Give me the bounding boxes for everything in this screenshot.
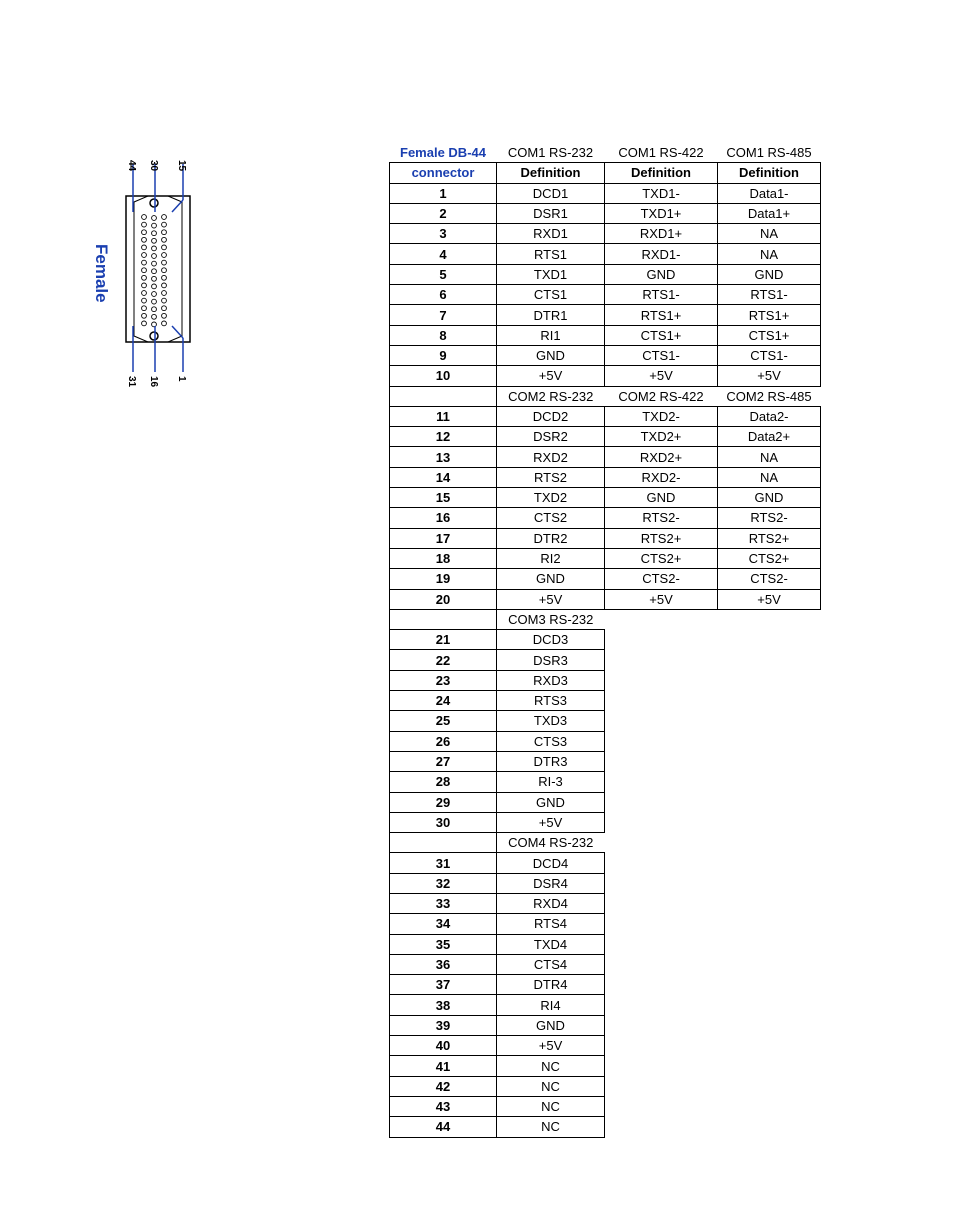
signal-definition: TXD1 <box>497 264 605 284</box>
signal-definition: RXD1 <box>497 224 605 244</box>
signal-definition: NA <box>718 224 821 244</box>
pin-label-16: 16 <box>148 376 159 388</box>
signal-definition: RTS1+ <box>718 305 821 325</box>
empty-cell <box>605 893 718 913</box>
table-row <box>390 650 821 670</box>
table-row <box>390 711 821 731</box>
table-row <box>390 1096 821 1116</box>
empty-cell <box>718 630 821 650</box>
pin-number: 23 <box>390 670 497 690</box>
empty-cell <box>605 1096 718 1116</box>
pin-number: 28 <box>390 772 497 792</box>
pin-number: 41 <box>390 1056 497 1076</box>
signal-definition: +5V <box>718 589 821 609</box>
signal-definition: DSR1 <box>497 203 605 223</box>
table-row <box>390 731 821 751</box>
pin-number: 37 <box>390 975 497 995</box>
pin-number: 40 <box>390 1036 497 1056</box>
table-row <box>390 1036 821 1056</box>
pin-number: 16 <box>390 508 497 528</box>
empty-cell <box>718 650 821 670</box>
empty-cell <box>718 853 821 873</box>
pin-number: 29 <box>390 792 497 812</box>
table-row <box>390 812 821 832</box>
connector-shell <box>126 196 190 342</box>
header-com1-rs232: COM1 RS-232 <box>507 145 594 161</box>
empty-cell <box>605 772 718 792</box>
table-row <box>390 305 821 325</box>
signal-definition: Data2+ <box>718 427 821 447</box>
table-row <box>390 751 821 771</box>
signal-definition: CTS1 <box>497 285 605 305</box>
pin-number: 26 <box>390 731 497 751</box>
table-row <box>390 447 821 467</box>
header-connector: connector <box>390 163 497 183</box>
section-label: COM2 RS-422 <box>618 388 704 404</box>
signal-definition: RTS3 <box>497 691 605 711</box>
empty-cell <box>605 853 718 873</box>
signal-definition: NC <box>497 1076 605 1096</box>
signal-definition: RXD1- <box>605 244 718 264</box>
pin-number: 5 <box>390 264 497 284</box>
signal-definition: TXD3 <box>497 711 605 731</box>
signal-definition: +5V <box>497 366 605 386</box>
signal-definition: DCD1 <box>497 183 605 203</box>
blank-cell <box>390 609 497 629</box>
table-row <box>390 366 821 386</box>
section-header-row <box>390 386 821 406</box>
empty-cell <box>718 1056 821 1076</box>
db44-female-connector-diagram <box>88 150 208 390</box>
signal-definition: DCD4 <box>497 853 605 873</box>
signal-definition: DTR3 <box>497 751 605 771</box>
section-label: COM2 RS-485 <box>726 388 812 404</box>
empty-cell <box>718 893 821 913</box>
table-row <box>390 1076 821 1096</box>
empty-cell <box>605 833 718 853</box>
pin-number: 19 <box>390 569 497 589</box>
pin-number: 31 <box>390 853 497 873</box>
table-row <box>390 772 821 792</box>
empty-cell <box>718 609 821 629</box>
pin-number: 13 <box>390 447 497 467</box>
pin-number: 20 <box>390 589 497 609</box>
signal-definition: TXD1+ <box>605 203 718 223</box>
signal-definition: RTS2 <box>497 467 605 487</box>
signal-definition: TXD1- <box>605 183 718 203</box>
signal-definition: DTR2 <box>497 528 605 548</box>
signal-definition: RXD1+ <box>605 224 718 244</box>
empty-cell <box>605 691 718 711</box>
table-row <box>390 975 821 995</box>
pin-number: 32 <box>390 873 497 893</box>
pin-label-1: 1 <box>176 376 187 382</box>
pin-number: 12 <box>390 427 497 447</box>
pin-label-30: 30 <box>148 160 159 172</box>
signal-definition: RXD3 <box>497 670 605 690</box>
signal-definition: CTS2- <box>605 569 718 589</box>
empty-cell <box>718 1096 821 1116</box>
signal-definition: GND <box>605 264 718 284</box>
header-com1-rs422: COM1 RS-422 <box>618 145 704 161</box>
empty-cell <box>605 630 718 650</box>
empty-cell <box>718 812 821 832</box>
signal-definition: CTS2 <box>497 508 605 528</box>
empty-cell <box>718 711 821 731</box>
signal-definition: RI4 <box>497 995 605 1015</box>
table-row <box>390 264 821 284</box>
signal-definition: CTS2+ <box>718 548 821 568</box>
signal-definition: +5V <box>497 589 605 609</box>
pin-number: 33 <box>390 893 497 913</box>
table-top-header-row <box>390 143 821 163</box>
empty-cell <box>605 1117 718 1137</box>
table-row <box>390 995 821 1015</box>
signal-definition: NA <box>718 467 821 487</box>
table-sub-header-row <box>390 163 821 183</box>
signal-definition: CTS3 <box>497 731 605 751</box>
table-row <box>390 934 821 954</box>
pin-label-44: 44 <box>126 160 137 172</box>
empty-cell <box>718 772 821 792</box>
signal-definition: GND <box>718 488 821 508</box>
signal-definition: GND <box>605 488 718 508</box>
table-row <box>390 589 821 609</box>
empty-cell <box>605 670 718 690</box>
empty-cell <box>605 1036 718 1056</box>
empty-cell <box>718 1015 821 1035</box>
header-definition: Definition <box>497 163 605 183</box>
signal-definition: DTR4 <box>497 975 605 995</box>
table-row <box>390 630 821 650</box>
pin-number: 15 <box>390 488 497 508</box>
header-definition: Definition <box>718 163 821 183</box>
signal-definition: Data2- <box>718 406 821 426</box>
table-row <box>390 203 821 223</box>
pin-number: 27 <box>390 751 497 771</box>
section-label: COM2 RS-232 <box>508 388 594 404</box>
signal-definition: DTR1 <box>497 305 605 325</box>
signal-definition: Data1- <box>718 183 821 203</box>
signal-definition: RI1 <box>497 325 605 345</box>
pin-number: 3 <box>390 224 497 244</box>
table-row <box>390 244 821 264</box>
signal-definition: DCD3 <box>497 630 605 650</box>
pin-number: 24 <box>390 691 497 711</box>
empty-cell <box>718 1036 821 1056</box>
pin-number: 17 <box>390 528 497 548</box>
table-row <box>390 1015 821 1035</box>
table-row <box>390 792 821 812</box>
empty-cell <box>605 1015 718 1035</box>
table-row <box>390 285 821 305</box>
signal-definition: GND <box>497 1015 605 1035</box>
signal-definition: +5V <box>497 812 605 832</box>
table-row <box>390 427 821 447</box>
pin-number: 21 <box>390 630 497 650</box>
table-row <box>390 1056 821 1076</box>
signal-definition: NC <box>497 1117 605 1137</box>
empty-cell <box>605 650 718 670</box>
table-row <box>390 508 821 528</box>
signal-definition: +5V <box>605 366 718 386</box>
signal-definition: NA <box>718 244 821 264</box>
signal-definition: CTS1+ <box>605 325 718 345</box>
empty-cell <box>605 873 718 893</box>
signal-definition: CTS1- <box>605 345 718 365</box>
signal-definition: GND <box>497 792 605 812</box>
pin-number: 4 <box>390 244 497 264</box>
pin-table-body <box>390 143 821 1137</box>
header-com1-rs485: COM1 RS-485 <box>726 145 812 161</box>
signal-definition: RXD2+ <box>605 447 718 467</box>
signal-definition: RTS4 <box>497 914 605 934</box>
signal-definition: RTS1- <box>605 285 718 305</box>
signal-definition: CTS1+ <box>718 325 821 345</box>
signal-definition: GND <box>497 569 605 589</box>
table-row <box>390 548 821 568</box>
empty-cell <box>605 1076 718 1096</box>
female-label: Female <box>92 244 111 303</box>
empty-cell <box>718 833 821 853</box>
header-female-db44: Female DB-44 <box>400 145 486 161</box>
signal-definition: GND <box>718 264 821 284</box>
empty-cell <box>605 812 718 832</box>
empty-cell <box>605 975 718 995</box>
empty-cell <box>605 792 718 812</box>
signal-definition: CTS1- <box>718 345 821 365</box>
pin-number: 14 <box>390 467 497 487</box>
pin-number: 8 <box>390 325 497 345</box>
table-row <box>390 1117 821 1137</box>
table-row <box>390 325 821 345</box>
table-row <box>390 873 821 893</box>
pin-number: 35 <box>390 934 497 954</box>
signal-definition: RXD2- <box>605 467 718 487</box>
signal-definition: DSR3 <box>497 650 605 670</box>
empty-cell <box>718 954 821 974</box>
signal-definition: DSR2 <box>497 427 605 447</box>
signal-definition: NC <box>497 1096 605 1116</box>
db44-pin-definition-table <box>389 143 821 1138</box>
pin-number: 1 <box>390 183 497 203</box>
signal-definition: RTS2- <box>605 508 718 528</box>
signal-definition: +5V <box>605 589 718 609</box>
empty-cell <box>605 731 718 751</box>
pin-number: 11 <box>390 406 497 426</box>
signal-definition: DSR4 <box>497 873 605 893</box>
signal-definition: NC <box>497 1056 605 1076</box>
pin-number: 18 <box>390 548 497 568</box>
signal-definition: RXD4 <box>497 893 605 913</box>
empty-cell <box>605 934 718 954</box>
section-label: COM3 RS-232 <box>508 611 594 627</box>
empty-cell <box>718 751 821 771</box>
empty-cell <box>718 934 821 954</box>
signal-definition: TXD2- <box>605 406 718 426</box>
pin-number: 22 <box>390 650 497 670</box>
signal-definition: TXD4 <box>497 934 605 954</box>
pin-number: 39 <box>390 1015 497 1035</box>
pin-number: 7 <box>390 305 497 325</box>
pin-number: 30 <box>390 812 497 832</box>
signal-definition: RTS1- <box>718 285 821 305</box>
empty-cell <box>605 711 718 731</box>
empty-cell <box>718 691 821 711</box>
pin-number: 10 <box>390 366 497 386</box>
signal-definition: TXD2 <box>497 488 605 508</box>
empty-cell <box>718 1117 821 1137</box>
empty-cell <box>605 751 718 771</box>
section-header-row <box>390 609 821 629</box>
table-row <box>390 345 821 365</box>
empty-cell <box>718 792 821 812</box>
table-row <box>390 954 821 974</box>
signal-definition: DCD2 <box>497 406 605 426</box>
pin-label-15: 15 <box>176 160 187 172</box>
signal-definition: CTS4 <box>497 954 605 974</box>
empty-cell <box>718 914 821 934</box>
signal-definition: CTS2+ <box>605 548 718 568</box>
table-row <box>390 528 821 548</box>
pin-number: 42 <box>390 1076 497 1096</box>
empty-cell <box>605 995 718 1015</box>
empty-cell <box>718 670 821 690</box>
empty-cell <box>605 1056 718 1076</box>
signal-definition: Data1+ <box>718 203 821 223</box>
signal-definition: RTS1+ <box>605 305 718 325</box>
signal-definition: RI-3 <box>497 772 605 792</box>
pin-number: 9 <box>390 345 497 365</box>
pin-number: 2 <box>390 203 497 223</box>
signal-definition: RTS2+ <box>718 528 821 548</box>
pin-number: 43 <box>390 1096 497 1116</box>
table-row <box>390 569 821 589</box>
signal-definition: RI2 <box>497 548 605 568</box>
table-row <box>390 914 821 934</box>
empty-cell <box>718 731 821 751</box>
signal-definition: +5V <box>497 1036 605 1056</box>
signal-definition: RXD2 <box>497 447 605 467</box>
signal-definition: TXD2+ <box>605 427 718 447</box>
pin-label-31: 31 <box>126 376 137 388</box>
table-row <box>390 670 821 690</box>
table-row <box>390 406 821 426</box>
table-row <box>390 183 821 203</box>
empty-cell <box>605 954 718 974</box>
pin-number: 44 <box>390 1117 497 1137</box>
empty-cell <box>718 975 821 995</box>
empty-cell <box>718 995 821 1015</box>
table-row <box>390 488 821 508</box>
signal-definition: RTS1 <box>497 244 605 264</box>
empty-cell <box>605 914 718 934</box>
signal-definition: NA <box>718 447 821 467</box>
signal-definition: +5V <box>718 366 821 386</box>
signal-definition: RTS2- <box>718 508 821 528</box>
signal-definition: RTS2+ <box>605 528 718 548</box>
empty-cell <box>605 609 718 629</box>
blank-cell <box>390 833 497 853</box>
pin-number: 6 <box>390 285 497 305</box>
section-label: COM4 RS-232 <box>508 835 594 851</box>
empty-cell <box>718 1076 821 1096</box>
pin-number: 25 <box>390 711 497 731</box>
table-row <box>390 467 821 487</box>
table-row <box>390 893 821 913</box>
section-header-row <box>390 833 821 853</box>
blank-cell <box>390 386 497 406</box>
signal-definition: GND <box>497 345 605 365</box>
pin-number: 36 <box>390 954 497 974</box>
table-row <box>390 853 821 873</box>
table-row <box>390 224 821 244</box>
header-definition: Definition <box>605 163 718 183</box>
signal-definition: CTS2- <box>718 569 821 589</box>
pin-number: 38 <box>390 995 497 1015</box>
pin-number: 34 <box>390 914 497 934</box>
table-row <box>390 691 821 711</box>
empty-cell <box>718 873 821 893</box>
